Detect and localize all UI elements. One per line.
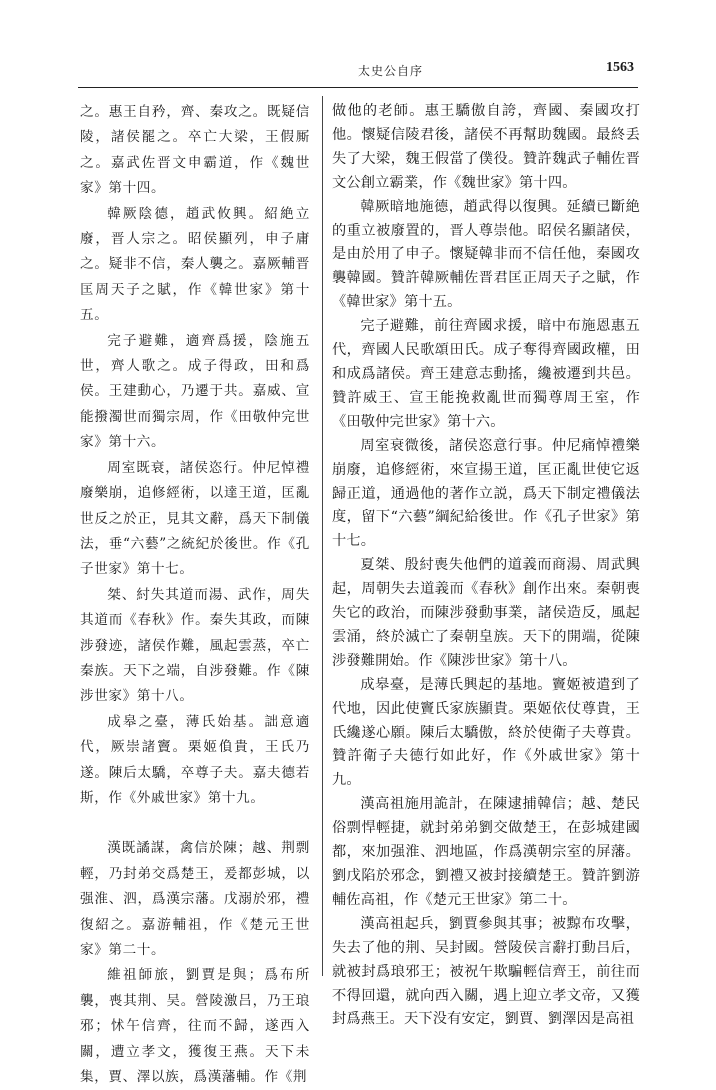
paragraph: 桀、紂失其道而湯、武作，周失其道而《春秋》作。秦失其政，而陳涉發迹，諸侯作難，風起雲蒸，卒亡秦族。天下之端，自涉發難。作《陳涉世家》第十八。 [80, 586, 310, 705]
paragraph: 維祖師旅，劉賈是與；爲布所襲，喪其荆、吴。營陵激吕，乃王琅邪；怵午信齊，往而不歸，遂西入關，遭立孝文，獲復王燕。天下未集，賈、澤以族，爲漢藩輔。作《荆 [80, 967, 310, 1086]
paragraph: 完子避難，前往齊國求援，暗中布施恩惠五代，齊國人民歌頌田氏。成子奪得齊國政權，田和成爲諸侯。齊王建意志動搖，纔被遷到共邑。贊許威王、宣王能挽救亂世而獨尊周王室，作《田敬仲完世家》第十六。 [332, 318, 640, 430]
paragraph: 周室既衰，諸侯恣行。仲尼悼禮廢樂崩，追修經術，以達王道，匡亂世反之於正，見其文辭，爲天下制儀法，垂“六藝”之統紀於後世。作《孔子世家》第十七。 [80, 459, 310, 578]
classical-text-column [80, 100, 310, 1090]
paragraph: 成皋臺，是薄氏興起的基地。竇姬被遣到了代地，因此使竇氏家族顯貴。栗姬依仗尊貴，王氏纔遂心願。陳后太驕傲，終於使衛子夫尊貴。贊許衛子夫德行如此好，作《外戚世家》第十九。 [332, 676, 640, 789]
paragraph: 周室衰微後，諸侯恣意行事。仲尼痛悼禮樂崩廢，追修經術，來宣揚王道，匡正亂世使它返歸正道，通過他的著作立説，爲天下制定禮儀法度，留下“六藝”綱紀給後世。作《孔子世家》第十七。 [332, 437, 640, 550]
paragraph: 做他的老師。惠王驕傲自誇，齊國、秦國攻打他。懷疑信陵君後，諸侯不再幫助魏國。最終丢失了大梁，魏王假當了僕役。贊許魏武子輔佐晋文公創立霸業，作《魏世家》第十四。 [332, 103, 640, 191]
page-number: 1563 [606, 60, 634, 75]
paragraph: 韓厥陰德，趙武攸興。紹絶立廢，晋人宗之。昭侯顯列，申子庸之。疑非不信，秦人襲之。嘉厥輔晋匡周天子之賦，作《韓世家》第十五。 [80, 205, 310, 324]
paragraph: 漢高祖起兵，劉賈參與其事；被黥布攻擊，失去了他的荆、吴封國。營陵侯言辭打動吕后，就被封爲琅邪王；被祝午欺騙輕信齊王，前往而不得回還，就向西入關，遇上迎立孝文帝，又獲封爲燕王。天下没有安定，劉賈、劉澤因是高祖 [332, 915, 640, 1028]
paragraph: 完子避難，適齊爲援，陰施五世，齊人歌之。成子得政，田和爲侯。王建動心，乃遷于共。嘉威、宣能撥濁世而獨宗周，作《田敬仲完世家》第十六。 [80, 332, 310, 451]
paragraph: 漢既譎謀，禽信於陳；越、荆剽輕，乃封弟交爲楚王，爰都彭城，以强淮、泗，爲漢宗藩。戊溺於邪，禮復紹之。嘉游輔祖，作《楚元王世家》第二十。 [80, 840, 310, 958]
paragraph: 成皋之臺，薄氏始基。詘意適代，厥崇諸竇。栗姬偩貴，王氏乃遂。陳后太驕，卒尊子夫。嘉夫德若斯，作《外戚世家》第十九。 [80, 713, 310, 806]
header-rule [78, 87, 638, 88]
paragraph: 之。惠王自矜，齊、秦攻之。既疑信陵，諸侯罷之。卒亡大梁，王假厮之。嘉武佐晋文申霸道，作《魏世家》第十四。 [80, 104, 310, 197]
paragraph: 夏桀、殷紂喪失他們的道義而商湯、周武興起，周朝失去道義而《春秋》創作出來。秦朝喪失它的政治，而陳涉發動事業，諸侯造反，風起雲涌，終於滅亡了秦朝皇族。天下的開端，從陳涉發難開始。作《陳涉世家》第十八。 [332, 557, 640, 669]
column-divider [322, 96, 323, 976]
paragraph: 韓厥暗地施德，趙武得以復興。延續已斷絶的重立被廢置的，晋人尊崇他。昭侯名顯諸侯，是由於用了申子。懷疑韓非而不信任他，秦國攻襲韓國。贊許韓厥輔佐晋君匡正周天子之賦，作《韓世家》第十五。 [332, 198, 640, 311]
paragraph: 漢高祖施用詭計，在陳逮捕韓信；越、楚民俗剽悍輕捷，就封弟弟劉交做楚王，在彭城建國都，來加强淮、泗地區，作爲漢朝宗室的屏藩。劉戊陷於邪念，劉禮又被封接續楚王。贊許劉游輔佐高祖，作《楚元王世家》第二十。 [332, 796, 640, 908]
page-header [78, 58, 638, 88]
running-title: 太史公自序 [358, 64, 424, 78]
translation-column [332, 100, 640, 1032]
